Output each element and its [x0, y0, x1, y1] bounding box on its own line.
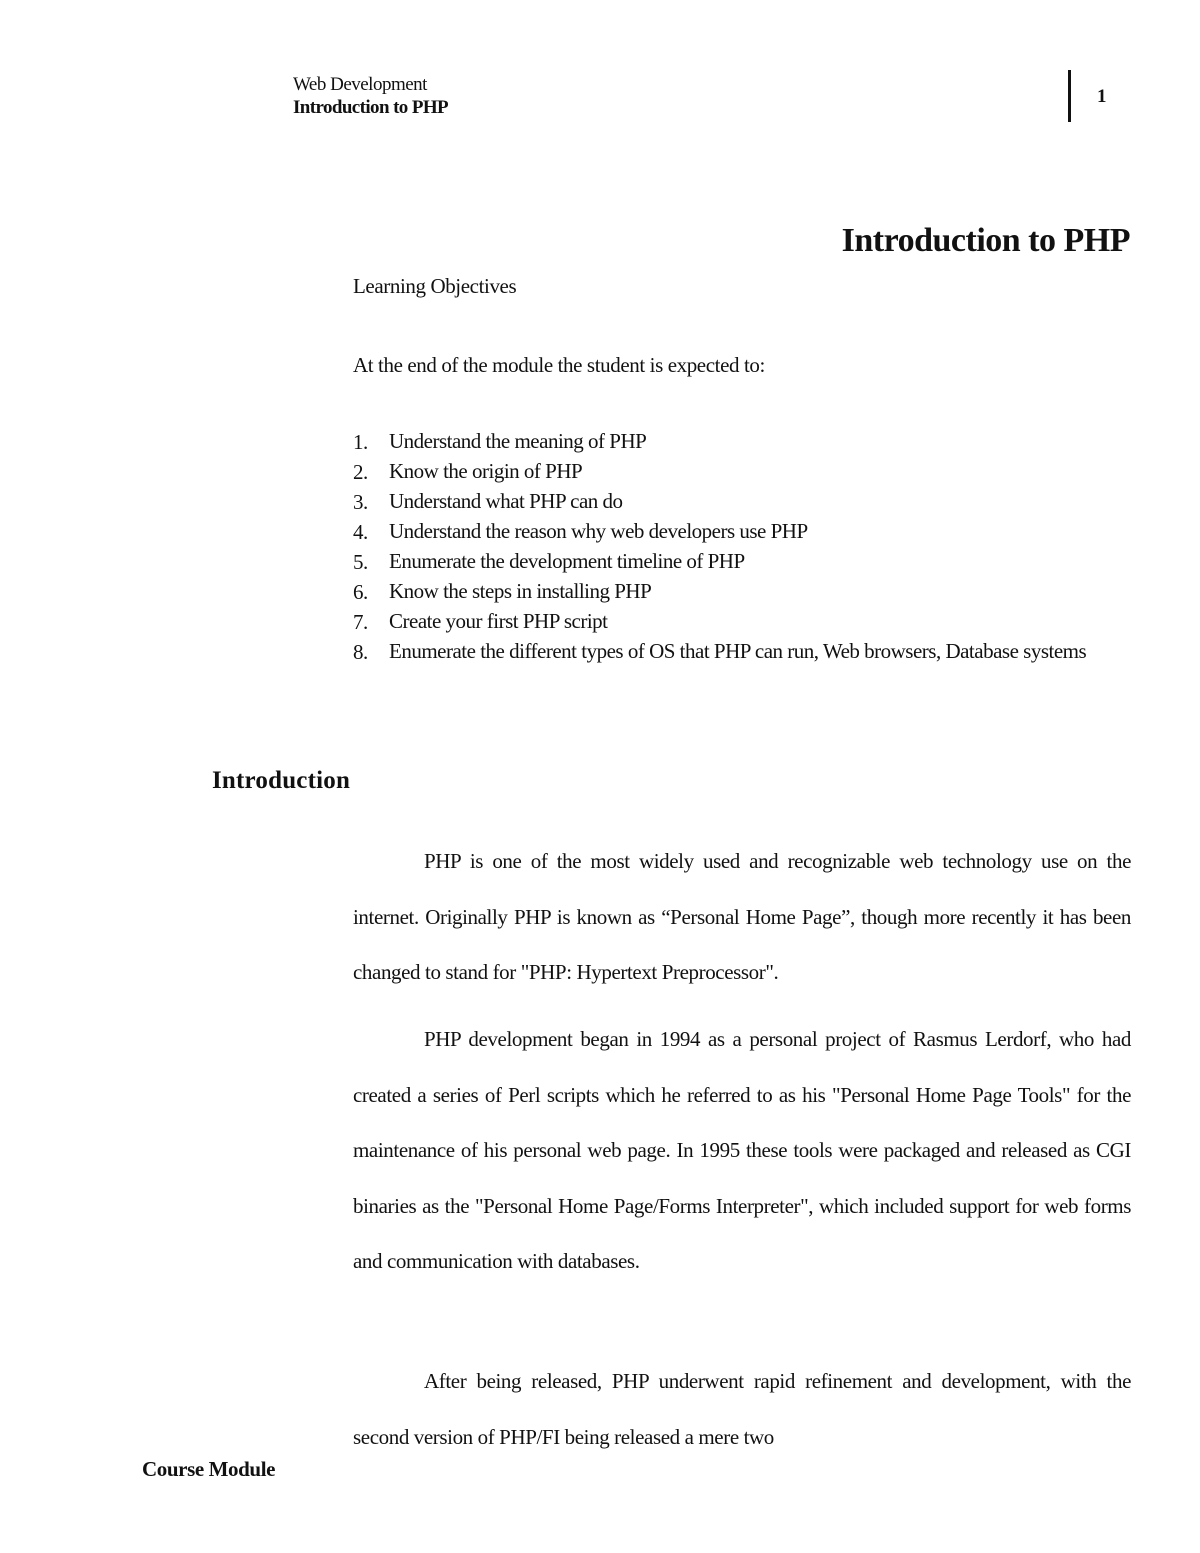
paragraph-text: PHP is one of the most widely used and recognizable web technology use on the internet. Originally PHP is known as “Personal Home Page”, though more recently it has been changed to stand for "PHP: Hypertext Preprocessor".	[353, 849, 1131, 984]
objectives-intro: At the end of the module the student is expected to:	[353, 353, 765, 377]
header-course-name: Web Development	[293, 74, 427, 95]
objective-text: Understand what PHP can do	[389, 489, 623, 513]
objective-text: Create your first PHP script	[389, 609, 608, 633]
paragraph-text: PHP development began in 1994 as a personal project of Rasmus Lerdorf, who had created a series of Perl scripts which he referred to as his "Personal Home Page Tools" for the maintenance of his personal web page. In 1995 these tools were packaged and released as CGI binaries as the "Personal Home Page/Forms Interpreter", which included support for web forms and communication with databases.	[353, 1027, 1131, 1273]
section-heading-introduction: Introduction	[212, 767, 351, 794]
objective-item	[353, 639, 1113, 667]
objective-item	[353, 459, 1113, 487]
objectives-list	[353, 429, 1113, 667]
objective-number: 1.	[353, 430, 368, 454]
objective-text: Know the steps in installing PHP	[389, 579, 652, 603]
header-topic: Introduction to PHP	[293, 97, 449, 118]
learning-objectives-heading: Learning Objectives	[353, 274, 517, 298]
objective-item	[353, 579, 1113, 607]
document-title: Introduction to PHP	[841, 222, 1130, 259]
objective-text: Understand the reason why web developers use PHP	[389, 519, 808, 543]
objective-item	[353, 549, 1113, 577]
objective-number: 5.	[353, 550, 368, 574]
objective-number: 6.	[353, 580, 368, 604]
objective-text: Understand the meaning of PHP	[389, 429, 647, 453]
objective-item	[353, 429, 1113, 457]
objective-text: Know the origin of PHP	[389, 459, 583, 483]
objective-item	[353, 489, 1113, 517]
body-paragraph-1	[353, 834, 1131, 1001]
objective-text: Enumerate the development timeline of PHP	[389, 549, 745, 573]
header-divider	[1068, 70, 1071, 122]
objective-number: 8.	[353, 640, 368, 664]
objective-item	[353, 609, 1113, 637]
objective-number: 7.	[353, 610, 368, 634]
objective-number: 3.	[353, 490, 368, 514]
body-paragraph-2	[353, 1012, 1131, 1290]
page-number: 1	[1097, 86, 1107, 107]
footer-course-module: Course Module	[142, 1457, 276, 1481]
objective-number: 2.	[353, 460, 368, 484]
objective-number: 4.	[353, 520, 368, 544]
paragraph-text: After being released, PHP underwent rapid refinement and development, with the second version of PHP/FI being released a mere two	[353, 1369, 1131, 1449]
objective-item	[353, 519, 1113, 547]
body-paragraph-3	[353, 1354, 1131, 1465]
objective-text: Enumerate the different types of OS that PHP can run, Web browsers, Database systems	[389, 639, 1087, 663]
